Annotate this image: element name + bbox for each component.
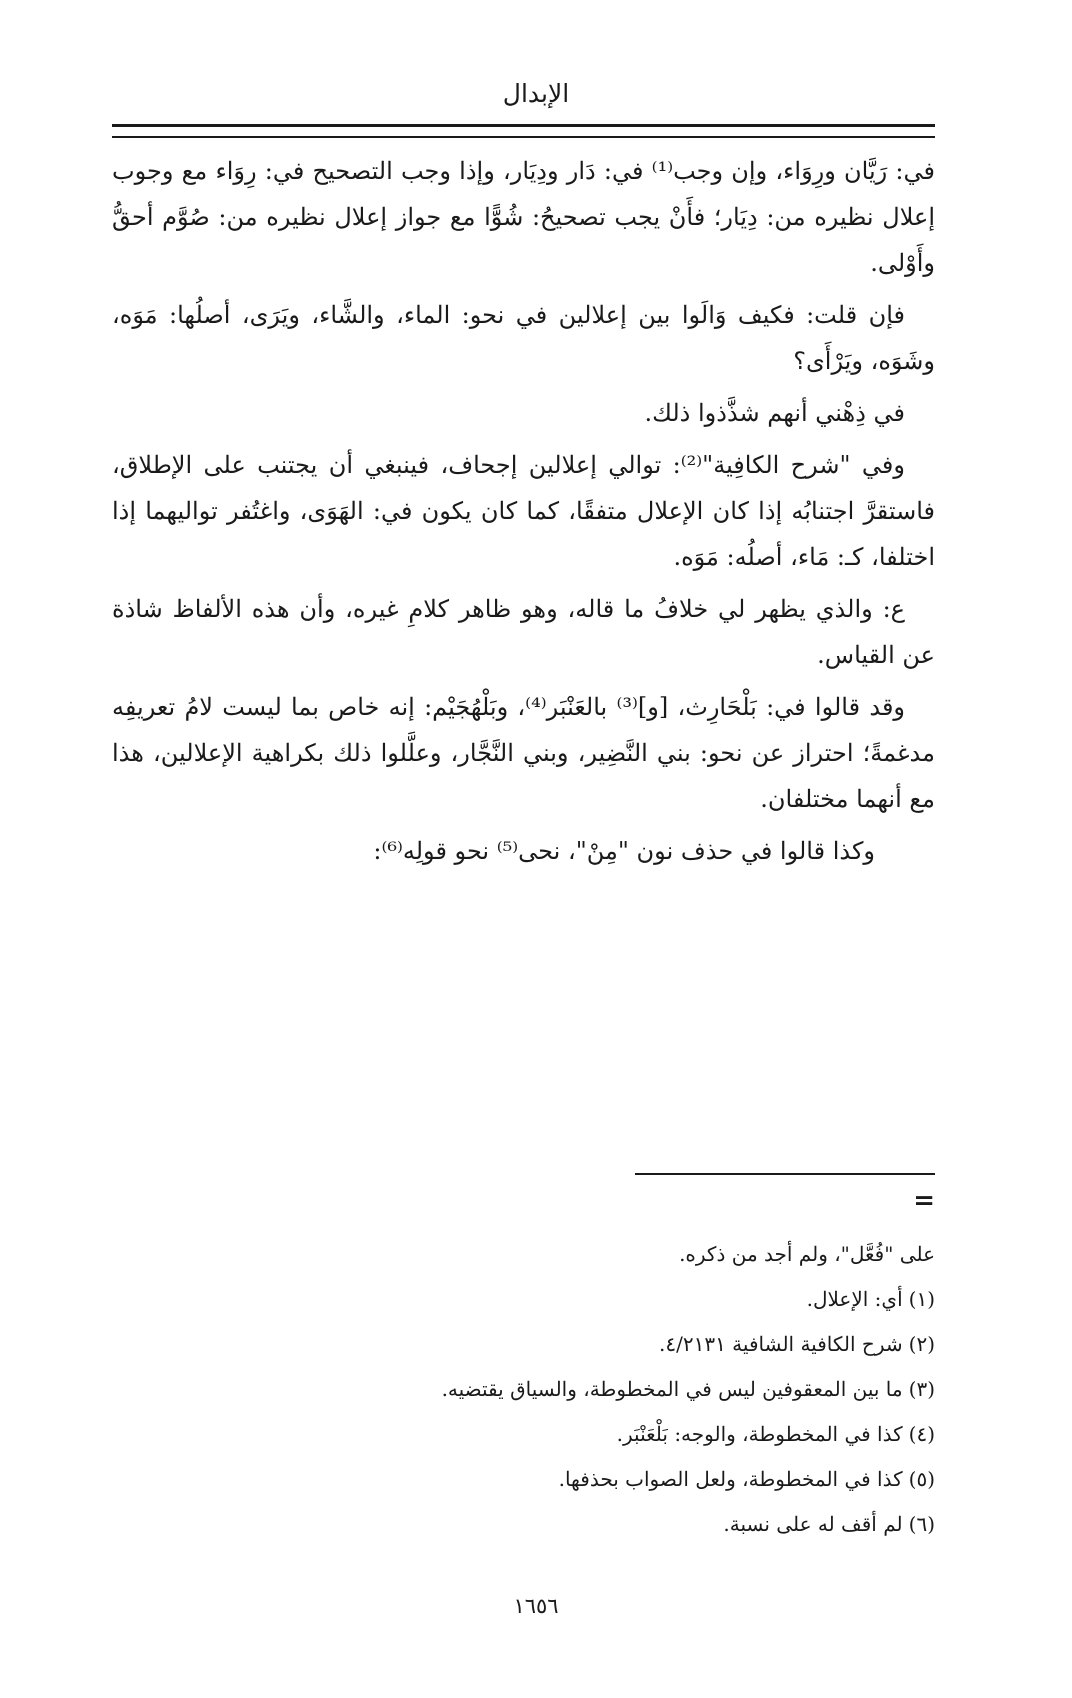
- footnote-text: لم أقف له على نسبة.: [723, 1512, 903, 1536]
- footnote-separator-rule: [635, 1173, 935, 1175]
- footnote-text: ما بين المعقوفين ليس في المخطوطة، والسياق يقتضيه.: [441, 1377, 903, 1401]
- paragraph-2: فإن قلت: فكيف وَالَوا بين إعلالين في نحو: الماء، والشَّاء، ويَرَى، أصلُها: مَوَه، وشَوَه، ويَرْأَى؟: [112, 301, 935, 375]
- footnote-continuation-text: على "فُعَّل"، ولم أجد من ذكره.: [679, 1242, 935, 1266]
- footnote-text: أي: الإعلال.: [806, 1287, 903, 1311]
- paragraph-4: وفي "شرح الكافِية"⁽²⁾: توالي إعلالين إجحاف، فينبغي أن يجتنب على الإطلاق، فاستقرَّ اجتنابُه إذا كان الإعلال متفقًا، كما كان يكون في: الهَوَى، واغتُفر تواليهما إذا اختلفا، كـ: مَاء، أصلُه: مَوَه.: [112, 451, 935, 571]
- footnote-item: [112, 1502, 935, 1547]
- footnote-item: [112, 1412, 935, 1457]
- footnote-number: (٦): [908, 1512, 935, 1536]
- paragraph-6: وقد قالوا في: بَلْحَارِث، [و]⁽³⁾ بالعَنْبَر⁽⁴⁾، وبَلْهُجَيْم: إنه خاص بما ليست لامُ تعريفِه مدغمةً؛ احتراز عن نحو: بني النَّضِير، وبني النَّجَّار، وعلَّلوا ذلك بكراهية الإعلالين، هذا مع أنهما مختلفان.: [112, 693, 935, 813]
- header-thin-rule: [112, 136, 935, 138]
- paragraph-7: وكذا قالوا في حذف نون "مِنْ"، نحى⁽⁵⁾ نحو قولِه⁽⁶⁾:: [373, 837, 875, 865]
- footnote-number: (١): [908, 1287, 935, 1311]
- footnote-text: شرح الكافية الشافية ٤/٢١٣١.: [659, 1332, 903, 1356]
- footnote-number: (٢): [908, 1332, 935, 1356]
- footnote-number: (٤): [908, 1422, 935, 1446]
- footnote-text: كذا في المخطوطة، والوجه: بَلْعَنْبَر.: [616, 1422, 903, 1446]
- main-text: [112, 148, 935, 880]
- paragraph-3: في ذِهْني أنهم شذَّذوا ذلك.: [644, 399, 905, 427]
- footnote-item: [112, 1322, 935, 1367]
- footnote-item: [112, 1277, 935, 1322]
- header-thick-rule: [112, 124, 935, 127]
- footnote-item: [112, 1457, 935, 1502]
- footnote-number: (٣): [908, 1377, 935, 1401]
- footnotes: [112, 1232, 935, 1547]
- footnote-item: [112, 1367, 935, 1412]
- paragraph-5: ع: والذي يظهر لي خلافُ ما قاله، وهو ظاهر كلامِ غيره، وأن هذه الألفاظ شاذة عن القياس.: [112, 595, 935, 669]
- page-number: ١٦٥٦: [513, 1594, 559, 1618]
- footnote-text: كذا في المخطوطة، ولعل الصواب بحذفها.: [558, 1467, 903, 1491]
- footnote-number: (٥): [908, 1467, 935, 1491]
- footnote-continuation-mark: =: [913, 1186, 935, 1216]
- paragraph-1: في: رَيَّان ورِوَاء، وإن وجب⁽¹⁾ في: دَار ودِيَار، وإذا وجب التصحيح في: رِوَاء مع وجوب إعلال نظيره من: دِيَار؛ فأَنْ يجب تصحيحُ: شُوًّا مع جواز إعلال نظيره من: صُوَّم أحقُّ وأَوْلى.: [112, 157, 935, 277]
- running-header-title: الإبدال: [502, 79, 570, 108]
